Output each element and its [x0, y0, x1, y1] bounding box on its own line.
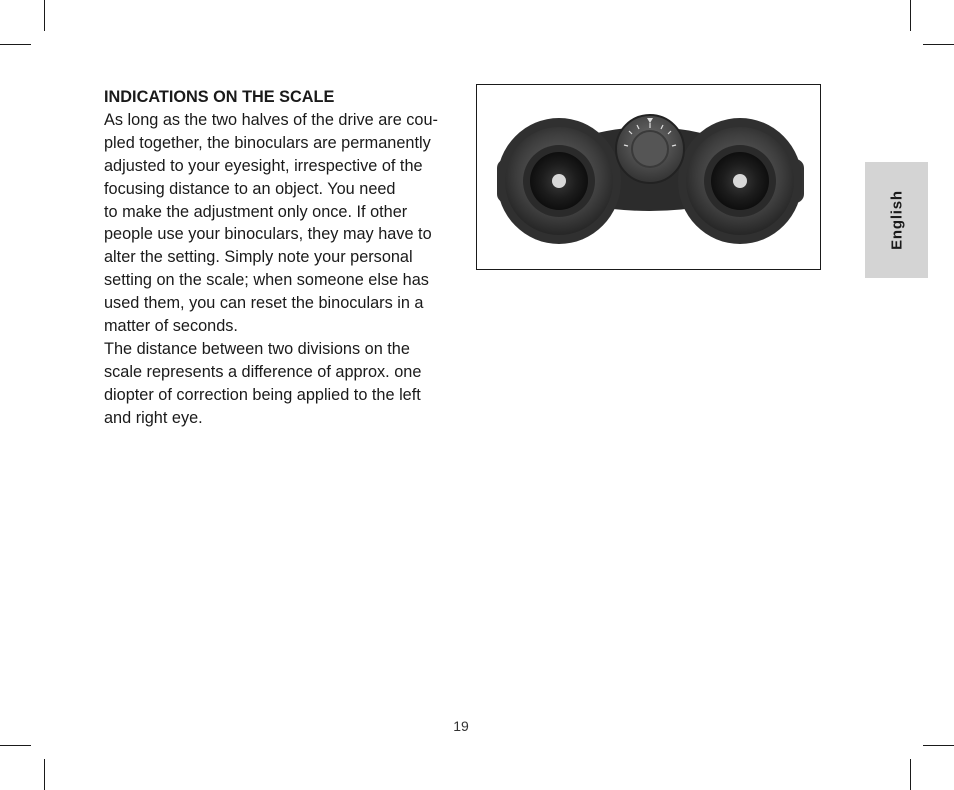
text-line: people use your binoculars, they may have to [104, 225, 432, 244]
crop-mark [0, 745, 31, 746]
crop-mark [44, 0, 45, 31]
section-heading: INDICATIONS ON THE SCALE [104, 88, 335, 106]
text-line: alter the setting. Simply note your personal [104, 248, 413, 267]
text-line: matter of seconds. [104, 317, 238, 336]
text-line: The distance between two divisions on the [104, 339, 410, 358]
crop-mark [44, 759, 45, 790]
text-line: and right eye. [104, 408, 203, 427]
language-tab [865, 162, 928, 278]
text-line: scale represents a difference of approx. one [104, 362, 422, 381]
crop-mark [910, 759, 911, 790]
binoculars-icon [477, 85, 822, 271]
text-line: used them, you can reset the binoculars in a [104, 294, 424, 313]
text-line: As long as the two halves of the drive are cou- [104, 110, 438, 129]
text-line: to make the adjustment only once. If other [104, 202, 408, 221]
crop-mark [923, 745, 954, 746]
text-line: focusing distance to an object. You need [104, 179, 396, 198]
paragraph-2 [104, 338, 454, 430]
text-column [104, 86, 454, 430]
paragraph-1 [104, 109, 454, 338]
binoculars-figure [476, 84, 821, 270]
crop-mark [0, 44, 31, 45]
text-line: pled together, the binoculars are permanently [104, 133, 431, 152]
crop-mark [923, 44, 954, 45]
text-line: diopter of correction being applied to the left [104, 385, 421, 404]
text-line: setting on the scale; when someone else has [104, 271, 429, 290]
text-line: adjusted to your eyesight, irrespective of the [104, 156, 423, 175]
page-number: 19 [453, 718, 469, 734]
crop-mark [910, 0, 911, 31]
language-label: English [888, 190, 905, 250]
